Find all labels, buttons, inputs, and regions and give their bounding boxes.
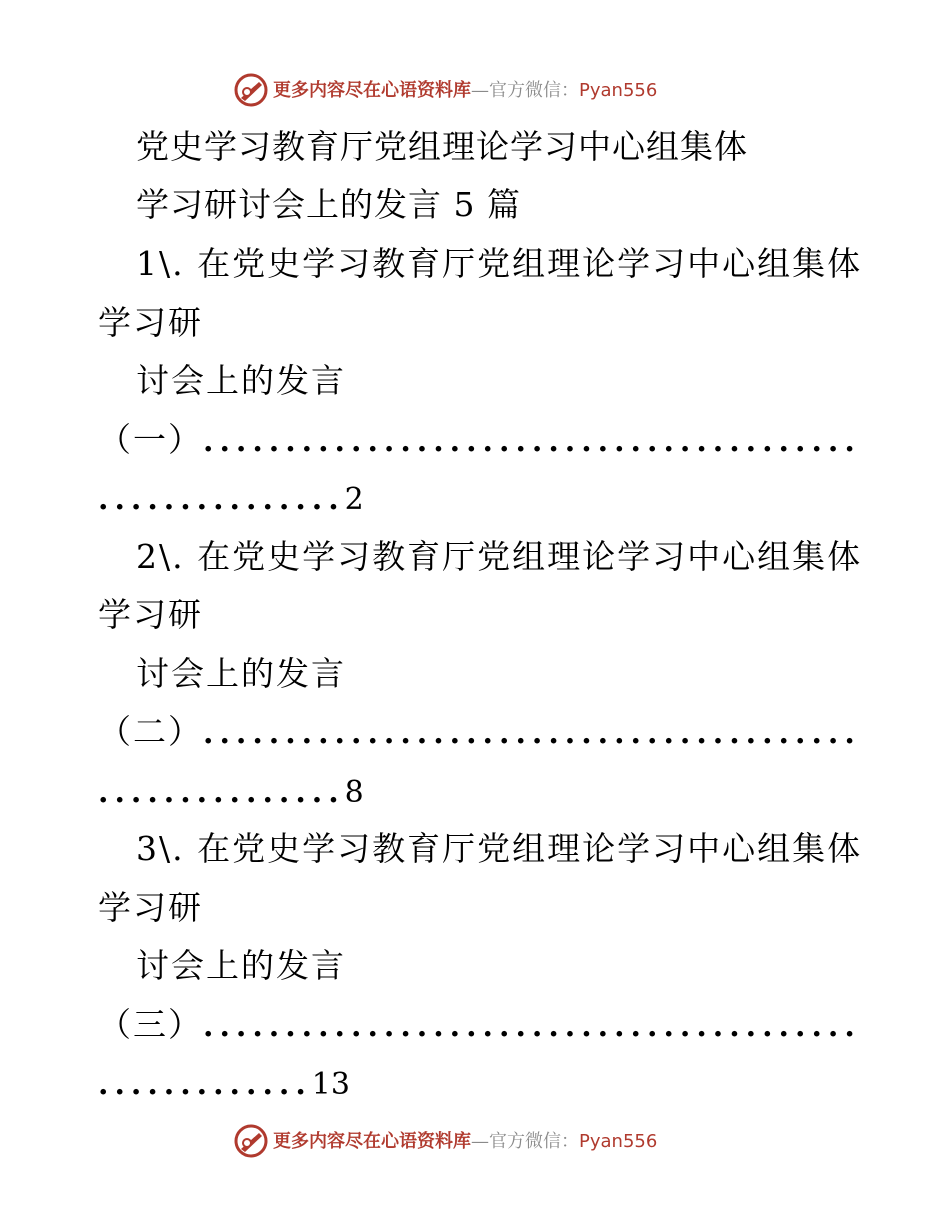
banner-wechat-label: 官方微信： (489, 1131, 579, 1152)
toc-entry-2-line2: 学习研 (98, 595, 203, 634)
toc-entry-3-page: 13 (311, 1067, 350, 1102)
banner-site-text: 更多内容尽在心语资料库 (273, 1131, 471, 1152)
toc-entry-2-dots: ........................................ (203, 716, 861, 751)
toc-entry-3-dots: ........................................ (203, 1009, 861, 1044)
document-title-line2: 学习研讨会上的发言 5 篇 (136, 185, 521, 224)
toc-entry-1-line1: 1\. 在党史学习教育厅党组理论学习中心组集体 (136, 244, 863, 283)
banner-site-text: 更多内容尽在心语资料库 (273, 80, 471, 101)
banner-wechat-id: Pyan556 (579, 80, 658, 101)
toc-entry-1-dots: ........................................ (203, 424, 861, 459)
toc-entry-3-line2: 学习研 (98, 888, 203, 927)
toc-entry-3-leader-cont (98, 1063, 350, 1105)
toc-entry-3-line1: 3\. 在党史学习教育厅党组理论学习中心组集体 (136, 829, 863, 868)
toc-entry-1-line2: 学习研 (98, 303, 203, 342)
toc-entry-2-label: （二） (98, 712, 203, 751)
toc-entry-3-leader (98, 1005, 861, 1047)
toc-entry-1-label: （一） (98, 420, 203, 459)
banner-text (273, 1127, 657, 1153)
toc-entry-2-line3: 讨会上的发言 (136, 654, 346, 693)
toc-entry-3-dots-cont: ............. (98, 1067, 312, 1102)
brand-logo-icon (233, 1123, 269, 1159)
toc-entry-1-leader-cont (98, 478, 364, 520)
toc-entry-1-dots-cont: ............... (98, 482, 345, 517)
toc-entry-2-leader-cont (98, 771, 364, 813)
toc-entry-2-line1: 2\. 在党史学习教育厅党组理论学习中心组集体 (136, 537, 863, 576)
banner-wechat-id: Pyan556 (579, 1131, 658, 1152)
toc-entry-1-page: 2 (344, 482, 364, 517)
footer-banner (0, 1121, 950, 1161)
banner-dash: — (471, 1131, 489, 1152)
header-banner (0, 70, 950, 110)
document-title-line1: 党史学习教育厅党组理论学习中心组集体 (136, 127, 748, 166)
toc-entry-2-page: 8 (344, 775, 364, 810)
banner-text (273, 76, 657, 102)
toc-entry-3-line3: 讨会上的发言 (136, 946, 346, 985)
toc-entry-2-leader (98, 712, 861, 754)
brand-logo-icon (233, 72, 269, 108)
banner-wechat-label: 官方微信： (489, 80, 579, 101)
toc-entry-1-leader (98, 420, 861, 462)
toc-entry-1-line3: 讨会上的发言 (136, 361, 346, 400)
toc-entry-3-label: （三） (98, 1005, 203, 1044)
toc-entry-2-dots-cont: ............... (98, 775, 345, 810)
banner-dash: — (471, 80, 489, 101)
